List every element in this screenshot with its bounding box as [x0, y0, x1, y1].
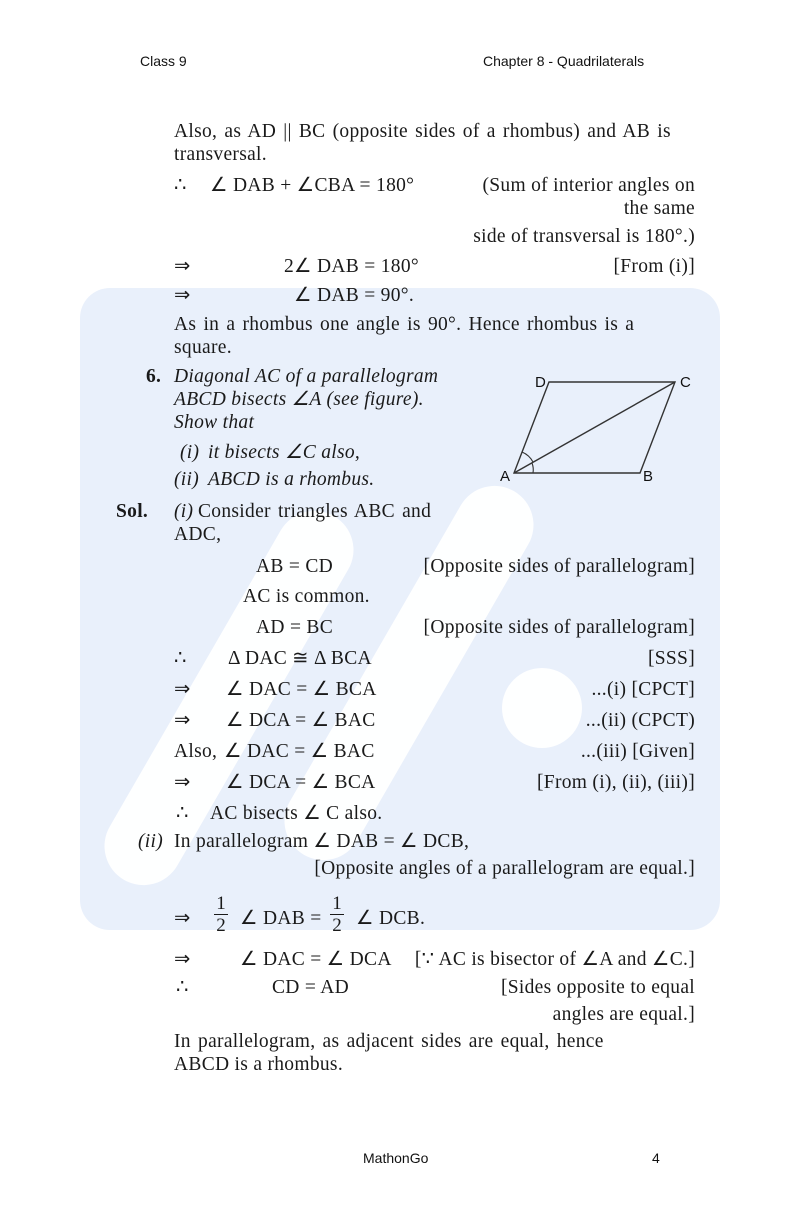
diagonal-ac: [514, 382, 675, 473]
solution-row-6-symbol: ⇒: [174, 710, 191, 731]
solution-row-7-expr: ∠ DAC = ∠ BAC: [224, 741, 375, 762]
vertex-label-c: C: [680, 374, 691, 391]
solution-row-4-reason: [SSS]: [647, 648, 695, 669]
bisector-step-symbol: ⇒: [174, 949, 191, 970]
fraction-denominator: 2: [332, 915, 342, 936]
solution-row-7-symbol: Also,: [174, 741, 218, 762]
prev-step3-expr: ∠ DAB = 90°.: [294, 285, 415, 306]
solution-row-7-reason: ...(iii) [Given]: [580, 741, 695, 762]
angle-arc-inner: [532, 463, 533, 473]
prev-step2-reason: [From (i)]: [613, 256, 695, 277]
sides-step-expr: CD = AD: [272, 977, 350, 998]
prev-line-1: Also, as AD || BC (opposite sides of a rhombus) and AB is: [174, 121, 671, 142]
prev-step1-symbol: ∴: [174, 175, 187, 196]
bisector-step-expr: ∠ DAC = ∠ DCA: [240, 949, 392, 970]
prev-conclusion-1: As in a rhombus one angle is 90°. Hence rhombus is a: [174, 314, 635, 335]
solution-row-5-symbol: ⇒: [174, 679, 191, 700]
fraction-half-left: [214, 894, 228, 937]
solution-row-1-reason: [Opposite sides of parallelogram]: [423, 556, 695, 577]
final-line-1: In parallelogram, as adjacent sides are equal, hence: [174, 1031, 604, 1052]
solution-part-ii-label: (ii): [138, 831, 164, 852]
solution-row-4-expr: Δ DAC ≅ Δ BCA: [228, 648, 372, 669]
prev-step1-expr: ∠ DAB + ∠CBA = 180°: [210, 175, 415, 196]
prev-step2-symbol: ⇒: [174, 256, 191, 277]
header-class: Class 9: [140, 53, 187, 69]
solution-part-i-label: (i): [174, 501, 194, 522]
question-part-i: it bisects ∠C also,: [208, 442, 361, 463]
question-part-i-label: (i): [180, 442, 200, 463]
angle-arc-outer: [522, 452, 533, 462]
final-line-2: ABCD is a rhombus.: [174, 1054, 343, 1075]
solution-intro-2: ADC,: [174, 524, 222, 545]
sides-step-reason-1: [Sides opposite to equal: [500, 977, 695, 998]
question-part-ii: ABCD is a rhombus.: [208, 469, 375, 490]
solution-row-3-expr: AD = BC: [256, 617, 334, 638]
fraction-numerator: 1: [330, 894, 344, 915]
solution-part-ii-line: In parallelogram ∠ DAB = ∠ DCB,: [174, 831, 470, 852]
question-number: 6.: [146, 366, 162, 387]
solution-row-8-reason: [From (i), (ii), (iii)]: [537, 772, 695, 793]
watermark-dot: [502, 668, 582, 748]
question-line-1: Diagonal AC of a parallelogram: [174, 366, 439, 387]
prev-step1-reason-2: the same: [623, 198, 695, 219]
sides-step-reason-2: angles are equal.]: [552, 1004, 695, 1025]
question-part-ii-label: (ii): [174, 469, 200, 490]
footer-brand: MathonGo: [363, 1150, 429, 1166]
fraction-denominator: 2: [216, 915, 226, 936]
solution-label: Sol.: [116, 501, 149, 522]
fraction-half-right: [330, 894, 344, 937]
prev-step1-reason-1: (Sum of interior angles on: [482, 175, 695, 196]
solution-row-5-expr: ∠ DAC = ∠ BCA: [226, 679, 377, 700]
bisector-step-reason: [∵ AC is bisector of ∠A and ∠C.]: [414, 949, 695, 970]
solution-intro-1: Consider triangles ABC and: [198, 501, 432, 522]
vertex-label-b: B: [643, 468, 654, 485]
half-step-right-expr: ∠ DCB.: [356, 908, 426, 929]
vertex-label-a: A: [500, 468, 511, 485]
prev-step2-expr: 2∠ DAB = 180°: [284, 256, 419, 277]
conclusion-i-symbol: ∴: [176, 803, 189, 824]
solution-row-1-expr: AB = CD: [256, 556, 334, 577]
half-step-symbol: ⇒: [174, 908, 191, 929]
fraction-numerator: 1: [214, 894, 228, 915]
footer-page-number: 4: [652, 1150, 660, 1166]
sides-step-symbol: ∴: [176, 977, 189, 998]
solution-row-3-reason: [Opposite sides of parallelogram]: [423, 617, 695, 638]
prev-line-2: transversal.: [174, 144, 267, 165]
conclusion-i: AC bisects ∠ C also.: [210, 803, 383, 824]
parallelogram-figure: [490, 365, 705, 490]
half-step-left-expr: ∠ DAB =: [240, 908, 322, 929]
question-line-3: Show that: [174, 412, 255, 433]
solution-row-8-expr: ∠ DCA = ∠ BCA: [226, 772, 376, 793]
header-chapter: Chapter 8 - Quadrilaterals: [483, 53, 645, 69]
solution-part-ii-reason: [Opposite angles of a parallelogram are equal.]: [314, 858, 695, 879]
prev-step3-symbol: ⇒: [174, 285, 191, 306]
solution-row-6-reason: ...(ii) (CPCT): [585, 710, 695, 731]
vertex-label-d: D: [535, 374, 546, 391]
prev-step1-reason-3: side of transversal is 180°.): [473, 226, 695, 247]
question-line-2: ABCD bisects ∠A (see figure).: [174, 389, 424, 410]
prev-conclusion-2: square.: [174, 337, 232, 358]
solution-row-8-symbol: ⇒: [174, 772, 191, 793]
solution-row-6-expr: ∠ DCA = ∠ BAC: [226, 710, 376, 731]
solution-row-2-expr: AC is common.: [243, 586, 370, 607]
solution-row-4-symbol: ∴: [174, 648, 187, 669]
solution-row-5-reason: ...(i) [CPCT]: [591, 679, 695, 700]
